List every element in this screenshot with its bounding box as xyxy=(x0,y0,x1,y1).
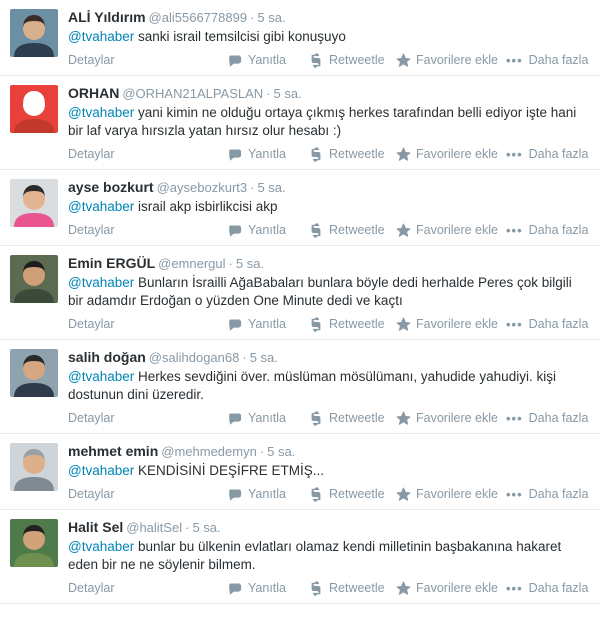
tweet-fullname[interactable]: Halit Sel xyxy=(68,519,124,535)
ellipsis-icon: ••• xyxy=(506,486,523,502)
ellipsis-icon: ••• xyxy=(506,316,523,332)
tweet-actions xyxy=(68,221,590,239)
star-icon xyxy=(396,223,411,238)
tweet-item[interactable] xyxy=(0,434,600,510)
tweet-header xyxy=(68,85,590,102)
reply-button[interactable] xyxy=(228,581,308,596)
avatar[interactable] xyxy=(10,443,58,491)
reply-icon xyxy=(228,147,243,162)
details-button[interactable]: Detaylar xyxy=(68,53,115,67)
ellipsis-icon: ••• xyxy=(506,52,523,68)
tweet-header xyxy=(68,519,590,536)
reply-button[interactable] xyxy=(228,223,308,238)
tweet-fullname[interactable]: salih doğan xyxy=(68,349,146,365)
details-button[interactable]: Detaylar xyxy=(68,411,115,425)
tweet-body xyxy=(68,179,590,239)
retweet-label: Retweetle xyxy=(329,411,385,425)
tweet-body xyxy=(68,349,590,427)
details-button[interactable]: Detaylar xyxy=(68,581,115,595)
tweet-username[interactable]: @ali5566778899 xyxy=(148,10,248,25)
retweet-icon xyxy=(308,487,324,502)
tweet-actions xyxy=(68,51,590,69)
tweet-item[interactable] xyxy=(0,510,600,604)
more-label: Daha fazla xyxy=(528,53,589,67)
favorite-button[interactable] xyxy=(396,317,506,332)
more-button[interactable] xyxy=(506,487,588,502)
tweet-text-body: sanki israil temsilcisi gibi konuşuyo xyxy=(134,29,346,44)
retweet-button[interactable] xyxy=(308,487,396,502)
tweet-username[interactable]: @emnergul xyxy=(158,256,226,271)
tweet-timestamp[interactable]: 5 sa. xyxy=(257,10,286,25)
tweet-text-body: Bunların İsrailli AğaBabaları bunlara böyle dedi herhalde Peres çok bilgili bir adamdır Erdoğan o yüzden One Minute dedi ve kaçtı xyxy=(68,275,572,308)
tweet-text xyxy=(68,198,590,216)
tweet-timestamp[interactable]: 5 sa. xyxy=(235,256,265,271)
tweet-actions xyxy=(68,145,590,163)
favorite-label: Favorilere ekle xyxy=(416,487,498,501)
tweet-mention[interactable]: @tvahaber xyxy=(68,105,135,120)
avatar[interactable] xyxy=(10,519,58,567)
tweet-separator: · xyxy=(259,444,265,459)
more-button[interactable] xyxy=(506,147,588,162)
retweet-button[interactable] xyxy=(308,223,396,238)
reply-button[interactable] xyxy=(228,487,308,502)
tweet-fullname[interactable]: mehmet emin xyxy=(68,443,159,459)
tweet-body xyxy=(68,519,590,597)
favorite-button[interactable] xyxy=(396,53,506,68)
favorite-button[interactable] xyxy=(396,487,506,502)
favorite-label: Favorilere ekle xyxy=(416,223,498,237)
retweet-button[interactable] xyxy=(308,581,396,596)
retweet-label: Retweetle xyxy=(329,487,385,501)
tweet-text xyxy=(68,538,590,574)
tweet-mention[interactable]: @tvahaber xyxy=(68,29,135,44)
tweet-username[interactable]: @mehmedemyn xyxy=(161,444,257,459)
tweet-username[interactable]: @ORHAN21ALPASLAN xyxy=(122,86,264,101)
tweet-username[interactable]: @aysebozkurt3 xyxy=(156,180,248,195)
tweet-username[interactable]: @salihdogan68 xyxy=(148,350,240,365)
tweet-item[interactable] xyxy=(0,0,600,76)
reply-button[interactable] xyxy=(228,317,308,332)
tweet-fullname[interactable]: ALİ Yıldırım xyxy=(68,9,146,25)
more-button[interactable] xyxy=(506,53,588,68)
favorite-label: Favorilere ekle xyxy=(416,411,498,425)
tweet-separator: · xyxy=(250,10,255,25)
reply-icon xyxy=(228,317,243,332)
tweet-text xyxy=(68,28,590,46)
tweet-username[interactable]: @halitSel xyxy=(126,520,183,535)
tweet-header xyxy=(68,255,590,272)
reply-label: Yanıtla xyxy=(248,487,286,501)
avatar[interactable] xyxy=(10,255,58,303)
details-button[interactable]: Detaylar xyxy=(68,147,115,161)
tweet-mention[interactable]: @tvahaber xyxy=(68,199,135,214)
more-button[interactable] xyxy=(506,317,588,332)
retweet-icon xyxy=(308,223,324,238)
tweet-fullname[interactable]: Emin ERGÜL xyxy=(68,255,156,271)
reply-label: Yanıtla xyxy=(248,147,286,161)
tweet-timestamp[interactable]: 5 sa. xyxy=(267,444,296,459)
tweet-header xyxy=(68,9,590,26)
reply-button[interactable] xyxy=(228,147,308,162)
reply-button[interactable] xyxy=(228,53,308,68)
reply-icon xyxy=(228,487,243,502)
tweet-body xyxy=(68,255,590,333)
more-label: Daha fazla xyxy=(528,581,589,595)
retweet-button[interactable] xyxy=(308,53,396,68)
tweet-separator: · xyxy=(185,520,190,535)
tweet-header xyxy=(68,179,590,196)
tweet-text xyxy=(68,274,590,310)
tweet-actions xyxy=(68,409,590,427)
retweet-button[interactable] xyxy=(308,411,396,426)
more-label: Daha fazla xyxy=(528,317,589,331)
tweet-timestamp[interactable]: 5 sa. xyxy=(249,350,278,365)
avatar[interactable] xyxy=(10,9,58,57)
tweet-timestamp[interactable]: 5 sa. xyxy=(192,520,221,535)
star-icon xyxy=(396,411,411,426)
favorite-label: Favorilere ekle xyxy=(416,147,498,161)
retweet-button[interactable] xyxy=(308,147,396,162)
tweet-item[interactable] xyxy=(0,170,600,246)
more-button[interactable] xyxy=(506,581,588,596)
tweet-item[interactable] xyxy=(0,76,600,170)
more-label: Daha fazla xyxy=(528,411,589,425)
reply-label: Yanıtla xyxy=(248,317,286,331)
tweet-actions xyxy=(68,579,590,597)
tweet-actions xyxy=(68,485,590,503)
tweet-actions xyxy=(68,315,590,333)
retweet-icon xyxy=(308,53,324,68)
tweet-mention[interactable]: @tvahaber xyxy=(68,539,135,554)
tweet-mention[interactable]: @tvahaber xyxy=(68,463,135,478)
reply-label: Yanıtla xyxy=(248,581,286,595)
reply-label: Yanıtla xyxy=(248,53,286,67)
reply-label: Yanıtla xyxy=(248,411,286,425)
reply-button[interactable] xyxy=(228,411,308,426)
retweet-icon xyxy=(308,581,324,596)
tweet-separator: · xyxy=(250,180,255,195)
tweet-body xyxy=(68,9,590,69)
reply-icon xyxy=(228,223,243,238)
favorite-button[interactable] xyxy=(396,581,506,596)
retweet-label: Retweetle xyxy=(329,223,385,237)
star-icon xyxy=(396,53,411,68)
favorite-label: Favorilere ekle xyxy=(416,317,498,331)
details-button[interactable]: Detaylar xyxy=(68,317,115,331)
ellipsis-icon: ••• xyxy=(506,410,523,426)
retweet-label: Retweetle xyxy=(329,317,385,331)
tweet-mention[interactable]: @tvahaber xyxy=(68,369,135,384)
tweet-mention[interactable]: @tvahaber xyxy=(68,275,135,290)
tweet-text xyxy=(68,368,590,404)
tweet-text xyxy=(68,104,590,140)
retweet-button[interactable] xyxy=(308,317,396,332)
tweet-text xyxy=(68,462,590,480)
favorite-label: Favorilere ekle xyxy=(416,581,498,595)
more-button[interactable] xyxy=(506,223,588,238)
tweet-timestamp[interactable]: 5 sa. xyxy=(257,180,286,195)
tweet-separator: · xyxy=(242,350,247,365)
more-label: Daha fazla xyxy=(528,223,589,237)
tweet-separator: · xyxy=(266,86,271,101)
tweet-body xyxy=(68,443,590,503)
star-icon xyxy=(396,317,411,332)
retweet-label: Retweetle xyxy=(329,53,385,67)
favorite-button[interactable] xyxy=(396,147,506,162)
more-button[interactable] xyxy=(506,411,588,426)
retweet-icon xyxy=(308,411,324,426)
tweet-fullname[interactable]: ayse bozkurt xyxy=(68,179,154,195)
favorite-label: Favorilere ekle xyxy=(416,53,498,67)
avatar[interactable] xyxy=(10,349,58,397)
tweet-text-body: Herkes sevdiğini över. müslüman mösülümanı, yahudide yahudiyi. kişi dostunun dini üzeredir. xyxy=(68,369,556,402)
details-button[interactable]: Detaylar xyxy=(68,487,115,501)
tweet-item[interactable] xyxy=(0,340,600,434)
ellipsis-icon: ••• xyxy=(506,146,523,162)
tweet-text-body: yani kimin ne olduğu ortaya çıkmış herkes tarafından belli ediyor işte hani bir laf varya hırsızla yatan hırsız olur hesabı :) xyxy=(68,105,577,138)
retweet-label: Retweetle xyxy=(329,581,385,595)
tweet-text-body: KENDİSİNİ DEŞİFRE ETMİŞ... xyxy=(134,463,325,478)
tweet-body xyxy=(68,85,590,163)
ellipsis-icon: ••• xyxy=(506,580,523,596)
reply-icon xyxy=(228,581,243,596)
tweet-text-body: bunlar bu ülkenin evlatları olamaz kendi milletinin başbakanına hakaret eden bir ne ne söylenir bilmem. xyxy=(68,539,562,572)
more-label: Daha fazla xyxy=(528,147,589,161)
avatar[interactable] xyxy=(10,179,58,227)
ellipsis-icon: ••• xyxy=(506,222,523,238)
tweet-header xyxy=(68,443,590,460)
more-label: Daha fazla xyxy=(528,487,589,501)
tweet-item[interactable] xyxy=(0,246,600,340)
retweet-label: Retweetle xyxy=(329,147,385,161)
reply-icon xyxy=(228,53,243,68)
reply-label: Yanıtla xyxy=(248,223,286,237)
retweet-icon xyxy=(308,147,324,162)
avatar[interactable] xyxy=(10,85,58,133)
retweet-icon xyxy=(308,317,324,332)
star-icon xyxy=(396,487,411,502)
tweet-timestamp[interactable]: 5 sa. xyxy=(273,86,302,101)
details-button[interactable]: Detaylar xyxy=(68,223,115,237)
star-icon xyxy=(396,147,411,162)
tweet-fullname[interactable]: ORHAN xyxy=(68,85,120,101)
star-icon xyxy=(396,581,411,596)
tweet-header xyxy=(68,349,590,366)
reply-icon xyxy=(228,411,243,426)
tweet-separator: · xyxy=(228,256,233,271)
tweet-text-body: israil akp isbirlikcisi akp xyxy=(134,199,278,214)
favorite-button[interactable] xyxy=(396,223,506,238)
favorite-button[interactable] xyxy=(396,411,506,426)
